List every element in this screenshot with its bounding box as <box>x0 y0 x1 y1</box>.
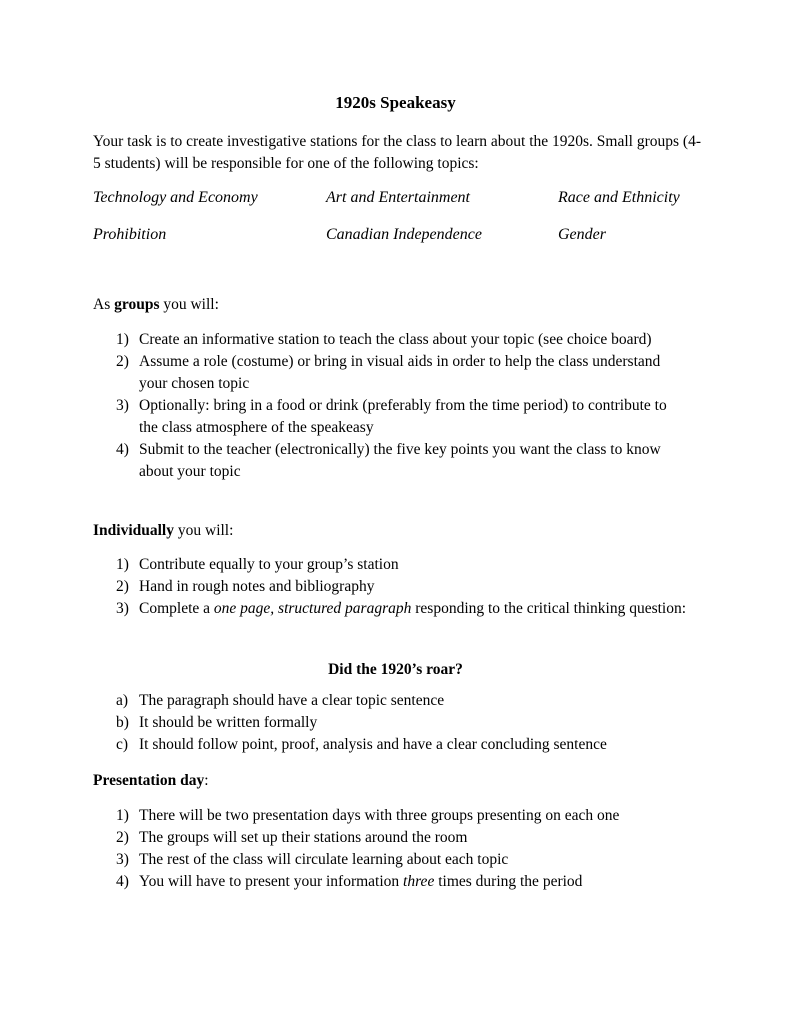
list-item-text-post: times during the period <box>434 873 583 890</box>
critical-thinking-question: Did the 1920’s roar? <box>328 661 463 678</box>
list-marker: 1) <box>116 331 129 348</box>
list-marker: 2) <box>116 353 129 370</box>
page-title: 1920s Speakeasy <box>335 93 456 112</box>
list-item <box>0 871 689 893</box>
list-item-text: Contribute equally to your group’s station <box>139 556 399 573</box>
list-item <box>0 351 689 395</box>
individual-heading-bold: Individually <box>93 522 174 539</box>
list-marker: c) <box>116 736 129 753</box>
list-item-text: It should be written formally <box>139 714 318 731</box>
list-item <box>0 576 689 598</box>
topic-art-entertainment: Art and Entertainment <box>326 189 470 206</box>
list-marker: 3) <box>116 851 129 868</box>
list-item-text-pre: Complete a <box>139 600 214 617</box>
list-item <box>0 329 689 351</box>
topic-technology-economy: Technology and Economy <box>93 189 258 206</box>
list-marker: 3) <box>116 397 129 414</box>
list-item <box>0 712 689 734</box>
list-item <box>0 734 689 756</box>
individual-list <box>0 554 791 620</box>
list-item <box>0 554 689 576</box>
list-item-text: Hand in rough notes and bibliography <box>139 578 375 595</box>
list-marker: 2) <box>116 829 129 846</box>
list-marker: 1) <box>116 807 129 824</box>
list-item-text: Submit to the teacher (electronically) the five key points you want the class to know about your topic <box>139 441 661 480</box>
presentation-heading-suffix: : <box>204 772 209 789</box>
intro-paragraph: Your task is to create investigative stations for the class to learn about the 1920s. Small groups (4-5 students) will be responsible for one of the following topics: <box>93 133 701 172</box>
list-marker: 4) <box>116 441 129 458</box>
list-item-text: The groups will set up their stations around the room <box>139 829 468 846</box>
list-item <box>0 805 689 827</box>
list-marker: 2) <box>116 578 129 595</box>
list-marker: 4) <box>116 873 129 890</box>
list-item-text: There will be two presentation days with three groups presenting on each one <box>139 807 620 824</box>
list-item <box>0 395 689 439</box>
topic-prohibition: Prohibition <box>93 226 167 243</box>
list-marker: b) <box>116 714 129 731</box>
list-item <box>0 827 689 849</box>
list-item-text: The rest of the class will circulate learning about each topic <box>139 851 509 868</box>
groups-heading-suffix: you will: <box>159 296 219 313</box>
list-item-text: Optionally: bring in a food or drink (preferably from the time period) to contribute to the class atmosphere of the speakeasy <box>139 397 667 436</box>
list-item <box>0 849 689 871</box>
list-item <box>0 598 689 620</box>
paragraph-requirements-list <box>0 690 791 756</box>
individual-heading-suffix: you will: <box>174 522 234 539</box>
individual-heading <box>93 520 233 542</box>
groups-heading-bold: groups <box>114 296 160 313</box>
topic-race-ethnicity: Race and Ethnicity <box>558 189 680 206</box>
topic-canadian-independence: Canadian Independence <box>326 226 482 243</box>
list-item-text: Assume a role (costume) or bring in visual aids in order to help the class understand your chosen topic <box>139 353 661 392</box>
list-item <box>0 690 689 712</box>
topic-gender: Gender <box>558 226 606 243</box>
list-item-text: The paragraph should have a clear topic sentence <box>139 692 445 709</box>
list-item-text: It should follow point, proof, analysis and have a clear concluding sentence <box>139 736 607 753</box>
list-marker: 1) <box>116 556 129 573</box>
groups-heading <box>93 294 219 316</box>
list-marker: a) <box>116 692 129 709</box>
list-item-text-pre: You will have to present your information <box>139 873 404 890</box>
list-item-text: Create an informative station to teach the class about your topic (see choice board) <box>139 331 652 348</box>
groups-heading-prefix: As <box>93 296 115 313</box>
list-marker: 3) <box>116 600 129 617</box>
groups-list <box>0 329 791 483</box>
list-item-text-post: responding to the critical thinking question: <box>411 600 687 617</box>
list-item-text-italic: one page, structured paragraph <box>213 600 412 617</box>
presentation-heading-bold: Presentation day <box>93 772 205 789</box>
list-item-text-italic: three <box>403 873 435 890</box>
list-item <box>0 439 689 483</box>
presentation-list <box>0 805 791 893</box>
presentation-heading <box>93 770 209 792</box>
